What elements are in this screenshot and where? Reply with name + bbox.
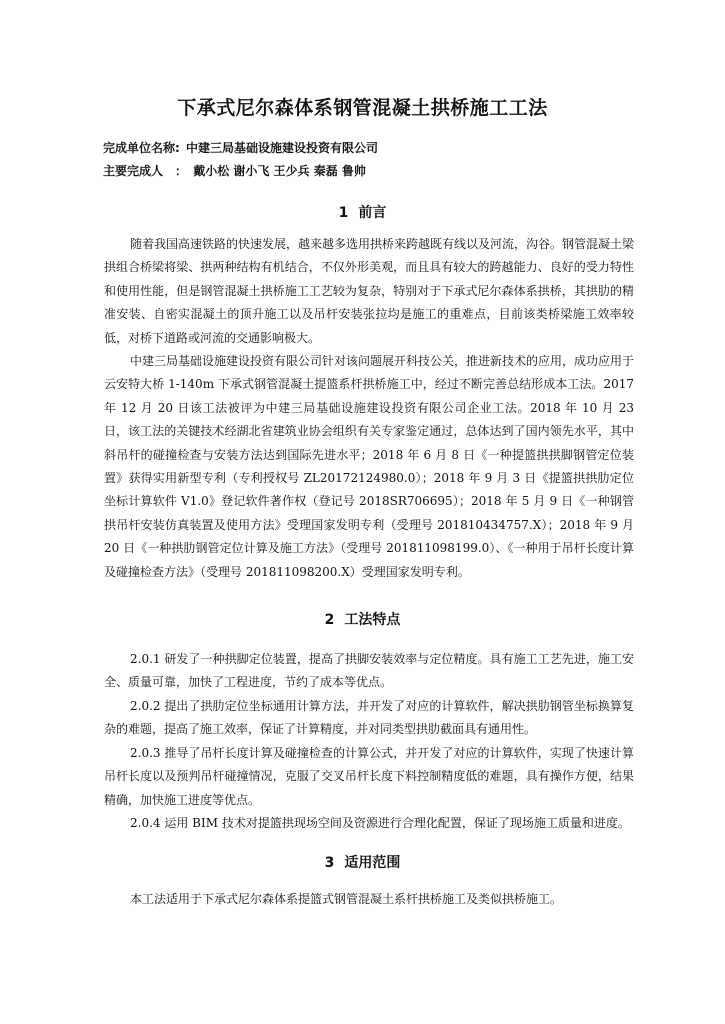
main-contributors-value: 戴小松 谢小飞 王少兵 秦磊 鲁帅	[193, 164, 366, 178]
paragraph: 2.0.4 运用 BIM 技术对提篮拱现场空间及资源进行合理化配置，保证了现场施工质量和进度。	[130, 816, 630, 830]
completion-unit-line	[103, 139, 378, 156]
paragraph: 本工法适用于下承式尼尔森体系提篮式钢管混凝土系杆拱桥施工及类似拱桥施工。	[130, 892, 563, 906]
section-number: 3	[324, 855, 335, 871]
completion-unit-label: 完成单位名称:	[103, 141, 180, 155]
document-title: 下承式尼尔森体系钢管混凝土拱桥施工工法	[177, 97, 548, 119]
paragraph: 2.0.2 提出了拱肋定位坐标通用计算方法，并开发了对应的计算软件，解决拱肋钢管坐标换算复杂的难题，提高了施工效率，保证了计算精度，并对同类型拱肋截面具有通用性。	[104, 699, 634, 737]
completion-unit-value: 中建三局基础设施建设投资有限公司	[186, 141, 379, 155]
paragraph: 中建三局基础设施建设投资有限公司针对该问题展开科技公关，推进新技术的应用，成功应用于云安特大桥 1-140m 下承式钢管混凝土提篮系杆拱桥施工中，经过不断完善总结形成本工法。2017 年 12 月 20 日该工法被评为中建三局基础设施建设投资有限公司企业工法。2018 年 10 月 23 日，该工法的关键技术经湖北省建筑业协会组织有关专家鉴定通过，总体达到了国内领先水平，其中斜吊杆的碰撞检查与安装方法达到国际先进水平；2018 年 6 月 8 日《一种提篮拱拱脚钢管定位装置》获得实用新型专利（专利授权号 ZL20172124980.0）；2018 年 9 月 3 日《提篮拱拱肋定位坐标计算软件 V1.0》登记软件著作权（登记号 2018SR706695）；2018 年 5 月 9 日《一种钢管拱吊杆安装仿真装置及使用方法》受理国家发明专利（受理号 201810434757.X）；2018 年 9 月 20 日《一种拱肋钢管定位计算及施工方法》（受理号 201811098199.0）、《一种用于吊杆长度计算及碰撞检查方法》（受理号 201811098200.X）受理国家发明专利。	[104, 354, 635, 579]
section-heading-2	[0, 609, 725, 629]
section-title: 前言	[358, 205, 387, 221]
section-heading-1	[0, 202, 725, 222]
paragraph: 随着我国高速铁路的快速发展，越来越多选用拱桥来跨越既有线以及河流，沟谷。钢管混凝土梁拱组合桥梁将梁、拱两种结构有机结合，不仅外形美观，而且具有较大的跨越能力、良好的受力特性和使用性能，但是钢管混凝土拱桥施工工艺较为复杂，特别对于下承式尼尔森体系拱桥，其拱肋的精准安装、自密实混凝土的顶升施工以及吊杆安装张拉均是施工的重难点，目前该类桥梁施工效率较低，对桥下道路或河流的交通影响极大。	[104, 237, 635, 345]
main-contributors-line	[103, 162, 366, 179]
section-title: 工法特点	[344, 612, 401, 628]
section-title: 适用范围	[344, 855, 401, 871]
section-number: 1	[338, 205, 349, 221]
paragraph: 2.0.3 推导了吊杆长度计算及碰撞检查的计算公式，并开发了对应的计算软件，实现了快速计算吊杆长度以及预判吊杆碰撞情况，克服了交叉吊杆长度下料控制精度低的难题，具有操作方便，结果精确，加快施工进度等优点。	[104, 746, 634, 807]
paragraph: 2.0.1 研发了一种拱脚定位装置，提高了拱脚安装效率与定位精度。具有施工工艺先进，施工安全、质量可靠，加快了工程进度，节约了成本等优点。	[104, 652, 634, 690]
section-number: 2	[324, 612, 335, 628]
section-heading-3	[0, 852, 725, 872]
main-contributors-label: 主要完成人 ：	[103, 164, 188, 178]
